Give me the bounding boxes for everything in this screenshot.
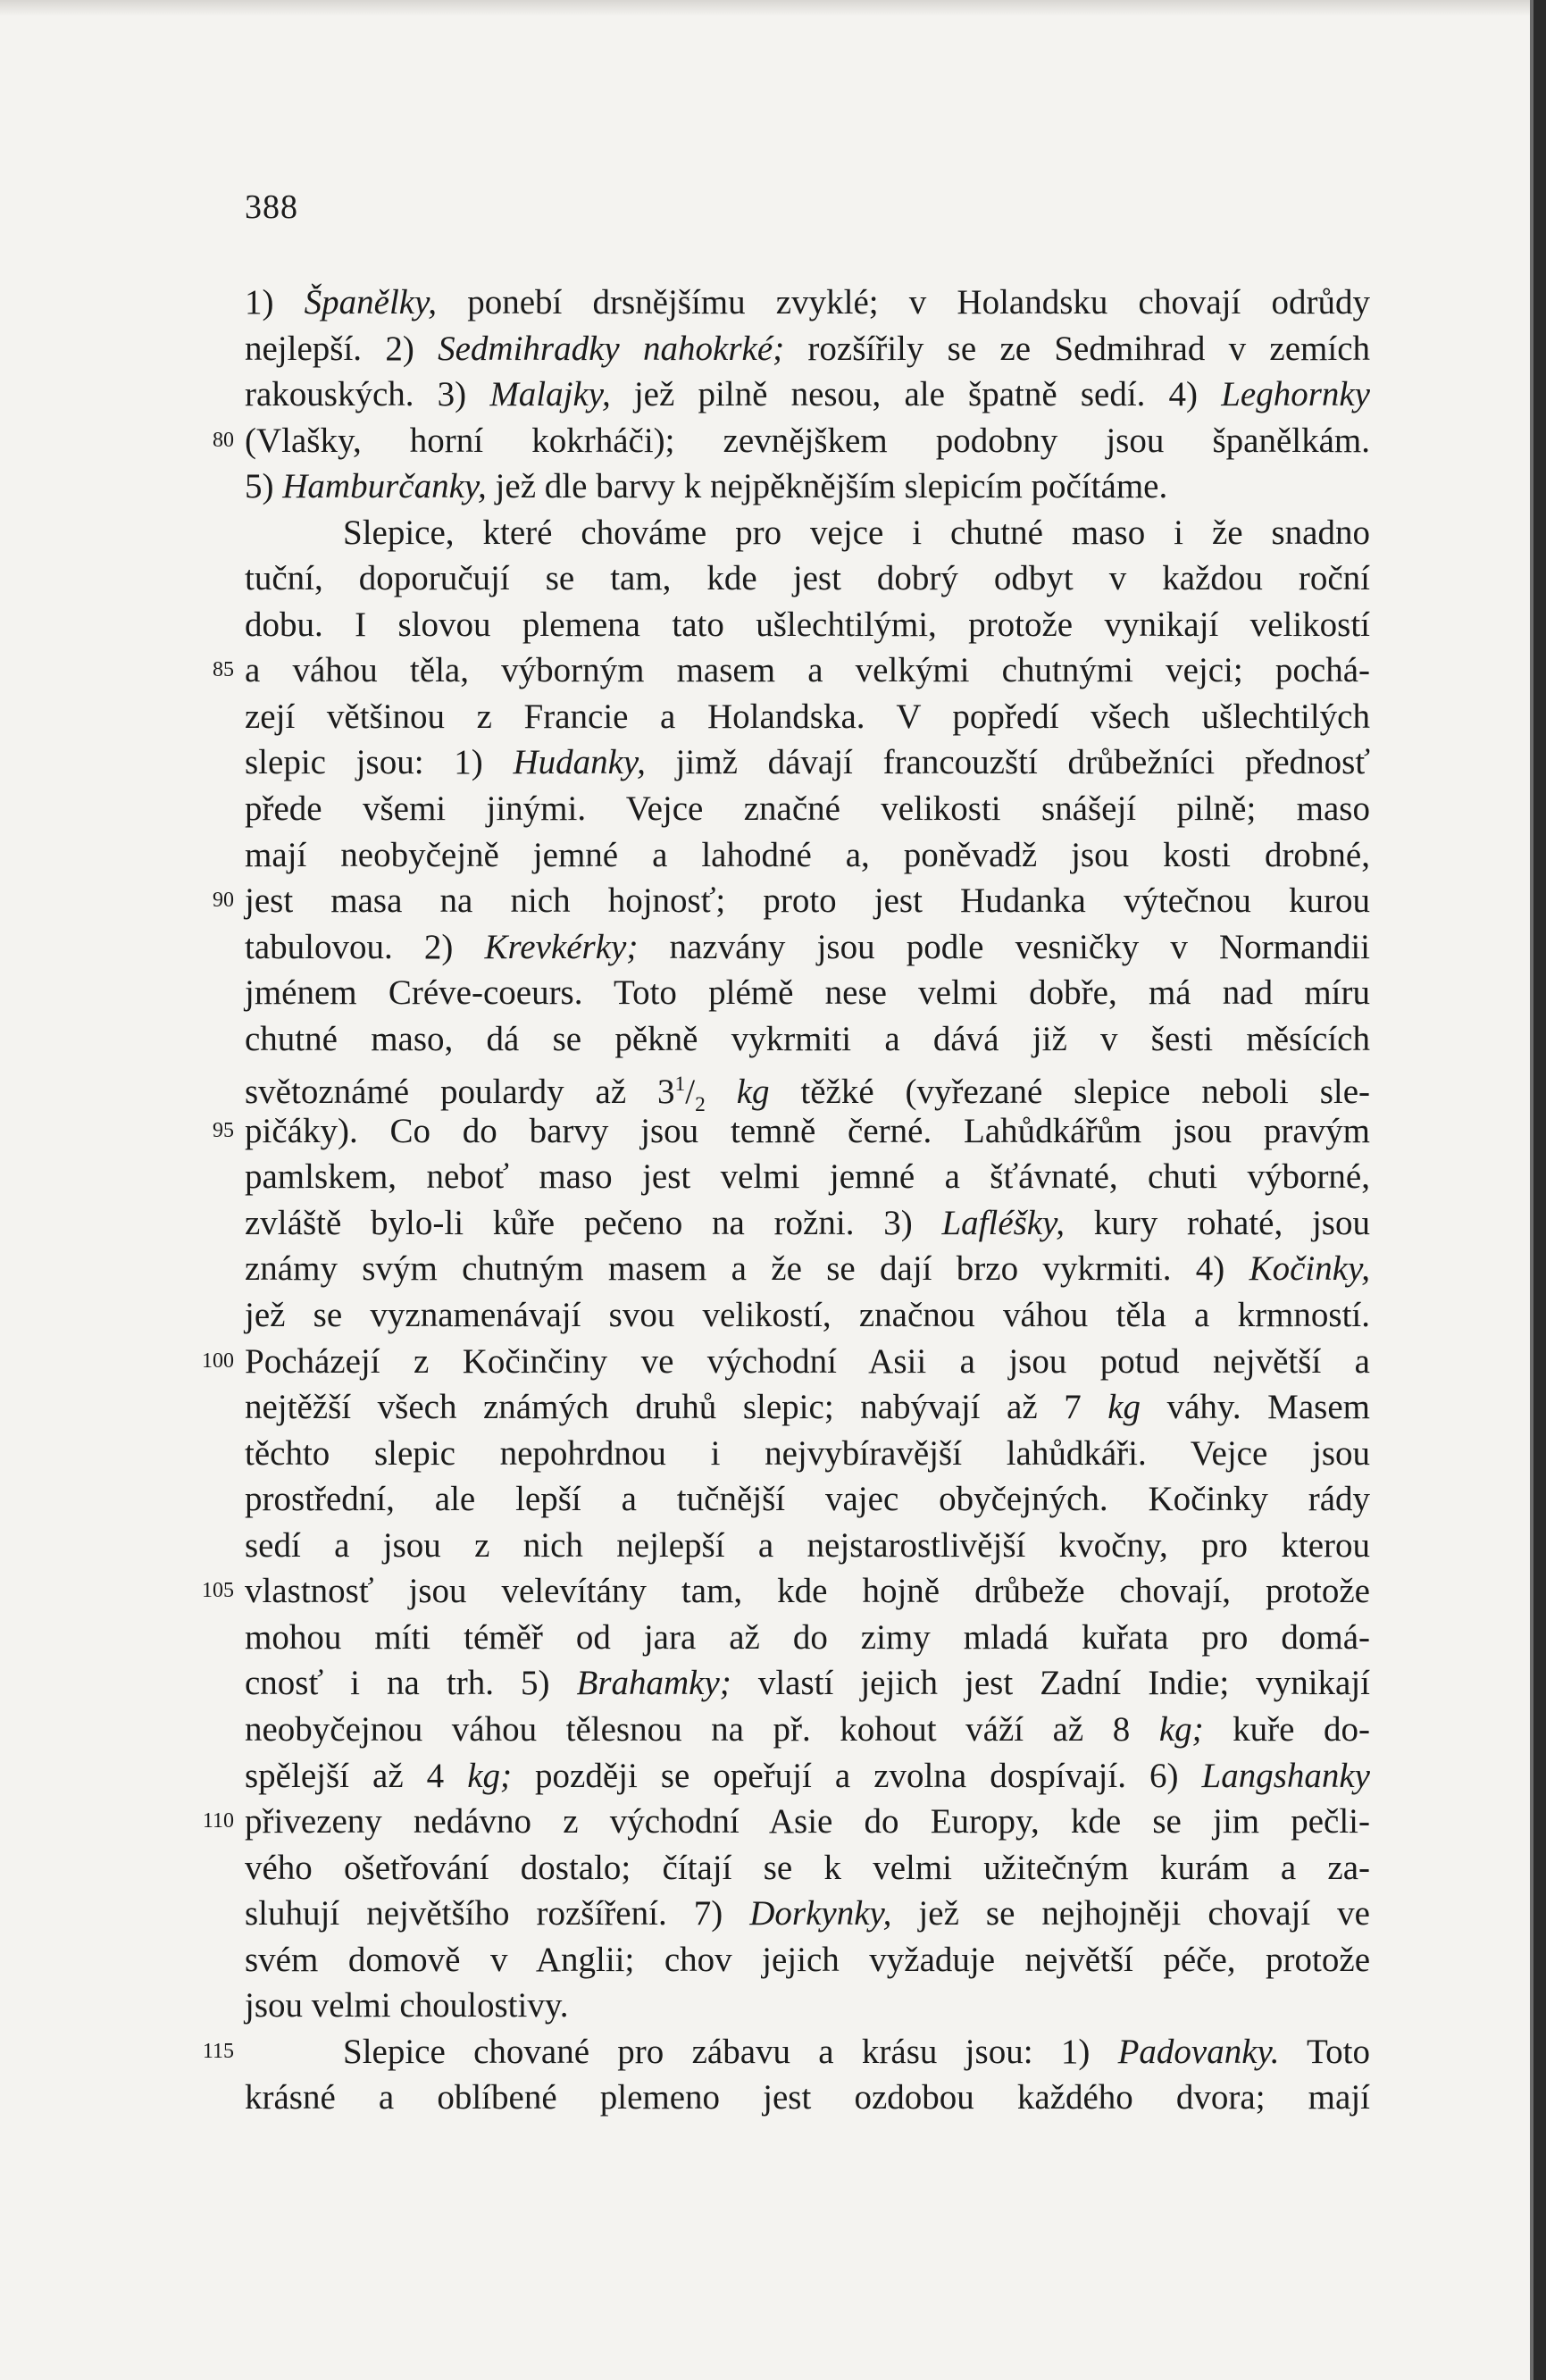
- line-text: slepic jsou: 1) Hudanky, jimž dávají francouzští drůbežníci přednosť: [245, 743, 1370, 782]
- line-text: jest masa na nich hojnosť; proto jest Hudanka výtečnou kurou: [245, 881, 1370, 921]
- text-line: [245, 510, 1370, 556]
- line-text: svém domově v Anglii; chov jejich vyžaduje největší péče, protože: [245, 1940, 1370, 1979]
- text-line: [202, 1799, 1370, 1845]
- text-line: [245, 1660, 1370, 1707]
- text-line: [202, 1339, 1370, 1385]
- text-line: [245, 1292, 1370, 1339]
- text-line: [245, 1753, 1370, 1800]
- text-line: [202, 2029, 1370, 2075]
- line-text: světoznámé poulardy až $3^1/_2$ kg těžké (vyřezané slepice neboli sle-: [245, 1073, 1371, 1117]
- line-text: mohou míti téměř od jara až do zimy mladá kuřata pro domá-: [245, 1617, 1370, 1657]
- text-line: [245, 555, 1370, 602]
- text-line: [245, 2075, 1370, 2121]
- scan-edge-dark: [1533, 0, 1546, 2380]
- scan-shadow: [0, 0, 1546, 16]
- line-text: jež se vyznamenávají svou velikostí, značnou váhou těla a krmností.: [245, 1296, 1370, 1335]
- line-text: známy svým chutným masem a že se dají brzo vykrmiti. 4) Kočinky,: [245, 1249, 1370, 1289]
- body-text: [202, 280, 1371, 2121]
- line-text: mají neobyčejně jemné a lahodné a, poněvadž jsou kosti drobné,: [245, 835, 1370, 874]
- line-text: sluhují největšího rozšíření. 7) Dorkynky, jež se nejhojněji chovají ve: [245, 1894, 1370, 1933]
- text-line: [245, 1523, 1370, 1569]
- text-line: [213, 418, 1370, 464]
- text-line: [245, 1707, 1370, 1753]
- line-text: (Vlašky, horní kokrháči); zevnějškem podobny jsou španělkám.: [245, 421, 1370, 460]
- text-line: [245, 1154, 1370, 1200]
- line-text: Slepice, které chováme pro vejce i chutné maso i že snadno: [343, 513, 1370, 552]
- line-text: rakouských. 3) Malajky, jež pilně nesou, ale špatně sedí. 4) Leghornky: [245, 375, 1370, 414]
- text-line: [245, 1891, 1370, 1937]
- line-text: pamlskem, neboť maso jest velmi jemné a šťávnaté, chuti výborné,: [245, 1157, 1370, 1197]
- line-number: 105: [202, 1579, 234, 1603]
- line-number: 85: [213, 658, 234, 682]
- line-text: dobu. I slovou plemena tato ušlechtilými, protože vynikají velikostí: [245, 605, 1370, 644]
- text-line: [245, 970, 1370, 1016]
- line-text: chutné maso, dá se pěkně vykrmiti a dává již v šesti měsících: [245, 1019, 1370, 1058]
- text-line: [245, 1615, 1370, 1661]
- text-line: [245, 1384, 1370, 1431]
- text-line: [245, 1016, 1370, 1063]
- line-text: zejí většinou z Francie a Holandska. V popředí všech ušlechtilých: [245, 697, 1370, 736]
- text-line: [213, 878, 1370, 924]
- page-number: 388: [245, 188, 298, 226]
- line-text: Pocházejí z Kočinčiny ve východní Asii a jsou potud největší a: [245, 1341, 1370, 1381]
- line-text: spělejší až 4 kg; později se opeřují a zvolna dospívají. 6) Langshanky: [245, 1756, 1370, 1795]
- line-text: sedí a jsou z nich nejlepší a nejstarostlivější kvočny, pro kterou: [245, 1525, 1370, 1565]
- text-line: [245, 786, 1370, 832]
- text-line: [245, 924, 1370, 971]
- text-line: [245, 1062, 1371, 1117]
- line-text: nejlepší. 2) Sedmihradky nahokrké; rozšířily se ze Sedmihrad v zemích: [245, 329, 1370, 368]
- line-text: prostřední, ale lepší a tučnější vajec obyčejných. Kočinky rády: [245, 1480, 1370, 1519]
- text-line: [245, 463, 1370, 510]
- text-line: [245, 1845, 1370, 1891]
- text-line: [245, 1983, 1370, 2029]
- text-line: [245, 1937, 1370, 1983]
- text-line: [245, 326, 1370, 372]
- line-text: jménem Créve-coeurs. Toto plémě nese velmi dobře, má nad míru: [245, 973, 1370, 1013]
- line-text: přede všemi jinými. Vejce značné velikosti snášejí pilně; maso: [245, 789, 1370, 829]
- line-text: pičáky). Co do barvy jsou temně černé. Lahůdkářům jsou pravým: [245, 1111, 1370, 1150]
- line-text: těchto slepic nepohrdnou i nejvybíravější lahůdkáři. Vejce jsou: [245, 1433, 1370, 1473]
- line-text: vého ošetřování dostalo; čítají se k velmi užitečným kurám a za-: [245, 1848, 1370, 1887]
- text-line: [213, 647, 1370, 694]
- line-text: nejtěžší všech známých druhů slepic; nabývají až 7 kg váhy. Masem: [245, 1388, 1370, 1427]
- text-line: [245, 280, 1370, 326]
- text-line: [245, 372, 1370, 418]
- line-text: vlastnosť jsou velevítány tam, kde hojně drůbeže chovají, protože: [245, 1572, 1370, 1611]
- line-text: tabulovou. 2) Krevkérky; nazvány jsou podle vesničky v Normandii: [245, 927, 1370, 966]
- text-line: [245, 1246, 1370, 1292]
- text-line: [202, 1568, 1370, 1615]
- line-text: a váhou těla, výborným masem a velkými chutnými vejci; pochá-: [245, 651, 1370, 690]
- line-number: 115: [202, 2039, 234, 2063]
- text-line: [245, 832, 1370, 879]
- line-text: Slepice chované pro zábavu a krásu jsou: 1) Padovanky. Toto: [343, 2032, 1370, 2071]
- line-text: zvláště bylo-li kůře pečeno na rožni. 3) Lafléšky, kury rohaté, jsou: [245, 1203, 1370, 1242]
- line-text: cnosť i na trh. 5) Brahamky; vlastí jejich jest Zadní Indie; vynikají: [245, 1664, 1371, 1703]
- line-text: krásné a oblíbené plemeno jest ozdobou každého dvora; mají: [245, 2078, 1370, 2117]
- line-text: 1) Španělky, ponebí drsnějšímu zvyklé; v Holandsku chovají odrůdy: [245, 283, 1370, 322]
- line-number: 90: [213, 889, 234, 913]
- text-line: [245, 1200, 1370, 1247]
- text-line: [245, 694, 1370, 740]
- line-text: neobyčejnou váhou tělesnou na př. kohout váží až 8 kg; kuře do-: [245, 1709, 1370, 1749]
- line-text: jsou velmi choulostivy.: [245, 1986, 569, 2025]
- line-text: přivezeny nedávno z východní Asie do Europy, kde se jim pečli-: [245, 1802, 1370, 1841]
- line-number: 80: [213, 428, 234, 452]
- line-number: 95: [213, 1118, 234, 1142]
- text-line: [245, 602, 1370, 648]
- text-line: [213, 1108, 1370, 1155]
- line-number: 110: [202, 1809, 234, 1833]
- line-number: 100: [202, 1349, 234, 1373]
- text-line: [245, 739, 1370, 786]
- text-line: [245, 1476, 1370, 1523]
- line-text: 5) Hamburčanky, jež dle barvy k nejpěknějším slepicím počítáme.: [245, 467, 1168, 506]
- text-line: [245, 1431, 1370, 1477]
- line-text: tuční, doporučují se tam, kde jest dobrý odbyt v každou roční: [245, 559, 1370, 598]
